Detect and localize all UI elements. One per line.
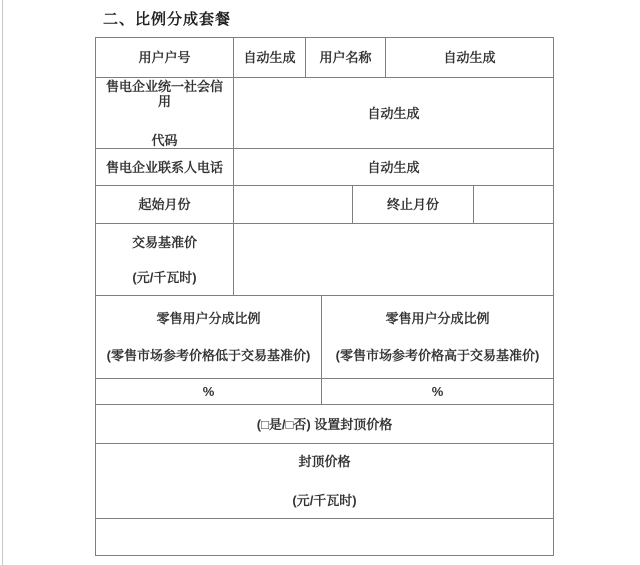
base-price-label-line2: (元/千瓦时) [132,269,197,285]
table-row [96,149,553,186]
share-ratio-low-title: 零售用户分成比例 [156,311,261,326]
share-ratio-high-label-cell [322,296,553,378]
cap-price-label-line1: 封顶价格 [298,454,351,469]
table-row [96,405,553,444]
end-month-label-cell [353,186,474,223]
user-account-no-label-cell [96,38,234,77]
share-ratio-low-label-cell [96,296,322,378]
user-account-no-value: 自动生成 [243,50,296,65]
cap-price-label-cell [96,444,553,518]
table-row [96,296,553,379]
share-ratio-high-subtitle: (零售市场参考价格高于交易基准价) [335,348,540,363]
contact-phone-value-cell [234,149,553,185]
credit-code-label-line1: 售电企业统一社会信用 [105,78,223,109]
page-edge-line [2,0,3,565]
user-name-value-cell [386,38,553,77]
user-account-no-value-cell [234,38,306,77]
table-row [96,186,553,224]
share-ratio-low-percent: % [202,384,215,399]
cap-price-option-label: (□是/□否) 设置封顶价格 [256,416,393,432]
share-ratio-high-percent: % [431,384,444,399]
credit-code-label-line2: 代码 [151,132,178,148]
start-month-label-cell [96,186,234,223]
share-ratio-high-title: 零售用户分成比例 [385,311,490,326]
base-price-value-cell [234,224,553,295]
table-row [96,38,553,78]
section-title: 二、比例分成套餐 [103,11,232,28]
credit-code-label-cell [96,78,234,148]
credit-code-value-cell [234,78,553,148]
share-ratio-high-percent-cell [322,379,553,404]
end-month-value-cell [474,186,553,223]
user-name-value: 自动生成 [443,50,496,65]
contact-phone-label-cell [96,149,234,185]
cap-price-option-cell [96,405,553,443]
cap-price-label-line2: (元/千瓦时) [292,493,357,508]
user-name-label-cell [306,38,386,77]
user-name-label: 用户名称 [319,50,372,65]
base-price-label-line1: 交易基准价 [131,234,197,250]
end-month-label: 终止月份 [386,197,439,212]
contact-phone-label: 售电企业联系人电话 [105,159,223,175]
start-month-label: 起始月份 [138,197,191,212]
table-row [96,519,553,555]
table-row [96,78,553,149]
table-row [96,444,553,519]
share-ratio-low-percent-cell [96,379,322,404]
share-ratio-low-subtitle: (零售市场参考价格低于交易基准价) [106,348,311,363]
base-price-label-cell [96,224,234,295]
cap-price-value-cell [96,519,553,555]
credit-code-value: 自动生成 [367,105,420,121]
contact-phone-value: 自动生成 [367,159,420,175]
start-month-value-cell [234,186,353,223]
table-row [96,224,553,296]
table-row [96,379,553,405]
user-account-no-label: 用户户号 [138,50,191,65]
package-form-table [95,37,554,556]
